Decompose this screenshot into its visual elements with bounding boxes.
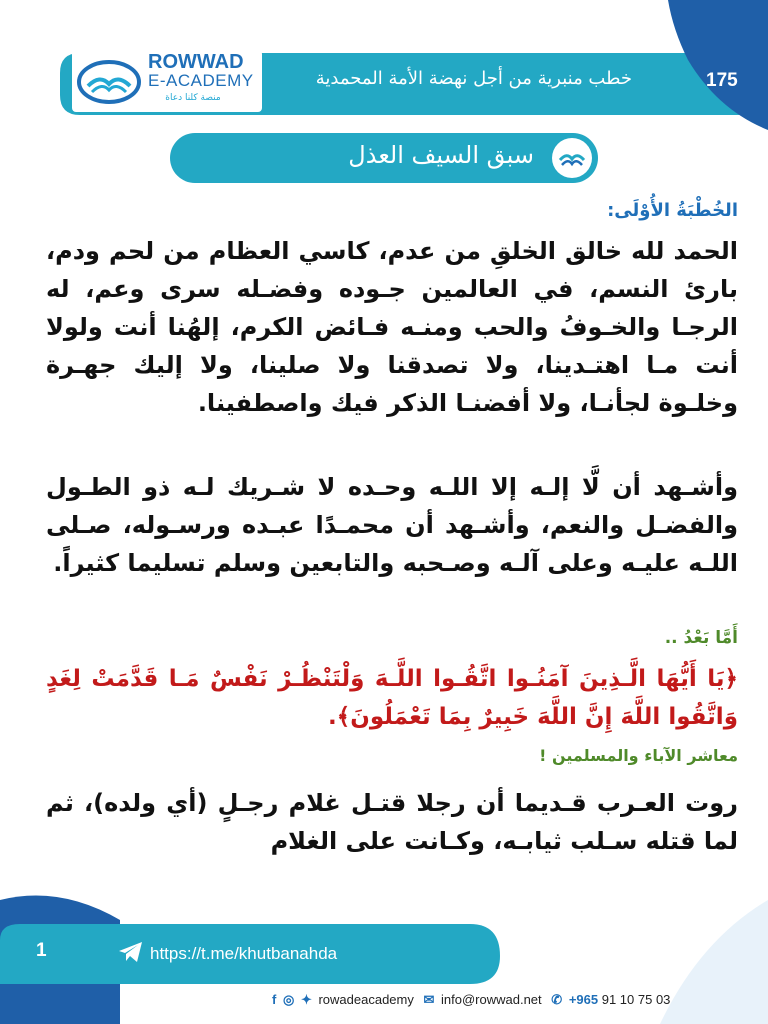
footer-page-number: 1 <box>36 940 47 961</box>
contact-bar <box>272 992 670 1008</box>
phone-icon: ✆ <box>551 992 563 1007</box>
paragraph-story: روت العـرب قـديما أن رجلا قتـل غلام رجـلٍ (أي ولده)، ثم لما قتله سـلب ثيابـه، وكـانت على الغلام <box>46 789 738 855</box>
sermon-title-banner <box>170 133 598 183</box>
telegram-link[interactable]: https://t.me/khutbanahda <box>150 944 338 963</box>
book-wave-icon <box>76 56 142 108</box>
first-sermon-heading: الخُطْبَةُ الأُوْلَى: <box>607 200 738 221</box>
logo <box>72 50 262 112</box>
quran-verse: ﴿يَا أَيُّهَا الَّـذِينَ آمَنُـوا اتَّقُـوا اللَّـهَ وَلْتَنْظُـرْ نَفْسٌ مَـا قَدَّمَتْ لِغَدٍ وَاتَّقُوا اللَّهَ إِنَّ اللَّهَ خَبِيرٌ بِمَا تَعْمَلُونَ﴾. <box>46 666 738 730</box>
email[interactable]: info@rowwad.net <box>441 992 542 1007</box>
phone-number[interactable]: 91 10 75 03 <box>601 992 671 1007</box>
facebook-icon: f <box>272 992 277 1007</box>
header-page-number: 175 <box>706 70 738 91</box>
email-icon: ✉ <box>423 992 435 1007</box>
address-heading: معاشر الآباء والمسلمين ! <box>539 746 738 765</box>
book-wave-icon <box>552 138 592 178</box>
instagram-icon: ◎ <box>282 992 295 1007</box>
social-handle[interactable]: rowadeacademy <box>318 992 414 1007</box>
telegram-icon <box>118 940 144 964</box>
sermon-title: سبق السيف العذل <box>348 141 534 169</box>
series-title: خطب منبرية من أجل نهضة الأمة المحمدية <box>315 68 632 89</box>
paragraph-testimony: وأشـهد أن لَّا إلـه إلا اللـه وحـده لا شـريك لـه ذو الطـول والفضـل والنعم، وأشـهد أن محمـدًا عبـده ورسـوله، صـلى اللـه عليـه وعلى آلـه وصـحبه والتابعين وسلم تسليما كثيراً. <box>46 473 738 577</box>
phone-country-code: +965 <box>568 992 599 1007</box>
logo-tagline: منصة كلنا دعاة <box>165 93 221 103</box>
logo-subtitle: E-ACADEMY <box>148 71 254 90</box>
title-badge <box>552 138 592 178</box>
logo-name: ROWWAD <box>148 51 244 73</box>
paragraph-praise: الحمد لله خالق الخلقِ من عدم، كاسي العظام من لحم ودم، بارئ النسم، في العالمين جـوده وفضـله سرى وعم، له الرجـا والخـوفُ والحب ومنـه فـائض الكرم، إلهُنا أنت ولولا أنت مـا اهتـدينا، ولا تصدقنا ولا صلينا، ولا إليك جهـرة وخلـوة لجأنـا، ولا أفضنـا الذكر فيك واصطفينا. <box>46 237 738 417</box>
amma-badu-heading: أَمَّا بَعْدُ .. <box>664 628 738 648</box>
twitter-icon: ✦ <box>300 992 312 1007</box>
header-corner-decoration <box>648 0 768 130</box>
